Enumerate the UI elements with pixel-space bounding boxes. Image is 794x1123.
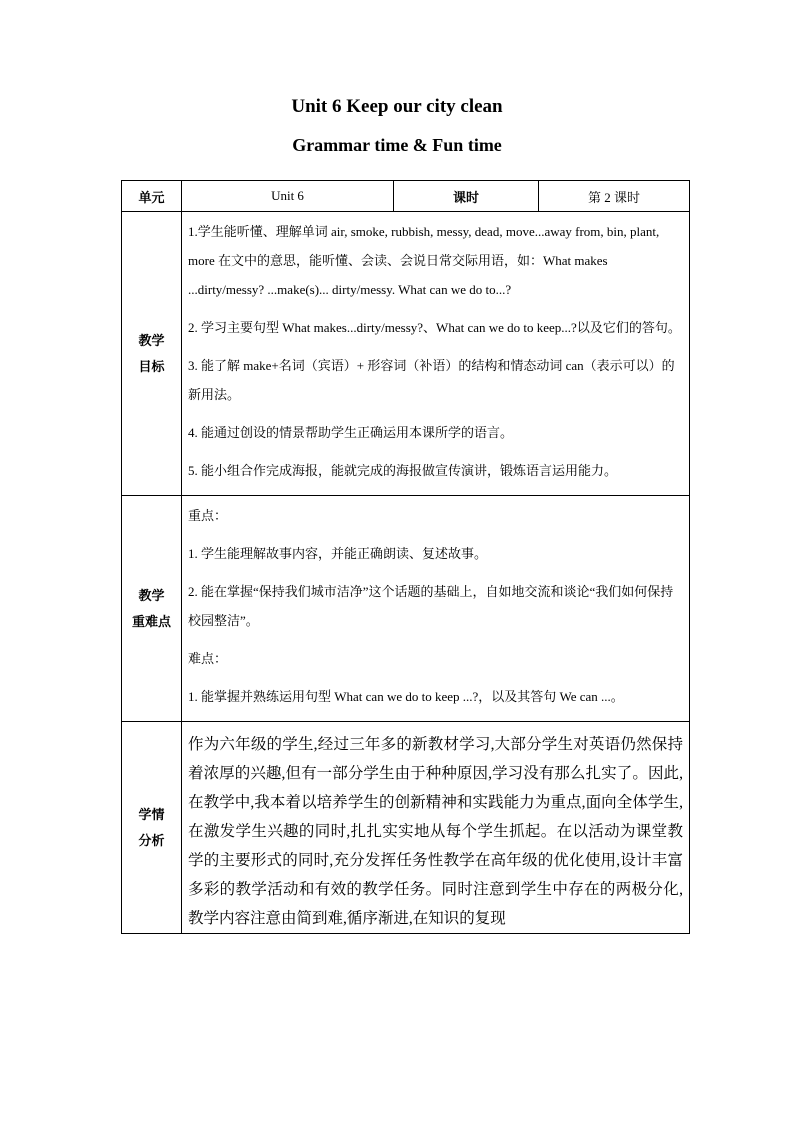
objectives-label (122, 212, 182, 496)
analysis-label-line1: 学情 (138, 806, 165, 822)
unit-label: 单元 (122, 181, 182, 212)
objectives-row (122, 212, 690, 496)
key-item: 1. 学生能理解故事内容，并能正确朗读、复述故事。 (188, 546, 488, 561)
unit-value: Unit 6 (182, 181, 394, 212)
objective-item: 3. 能了解 make+名词（宾语）+ 形容词（补语）的结构和情态动词 can（表示可以）的新用法。 (188, 358, 675, 402)
objectives-label-line1: 教学 (138, 332, 165, 348)
difficult-heading: 难点： (188, 651, 228, 666)
key-points-label-line1: 教学 (138, 587, 165, 603)
document-title: Unit 6 Keep our city clean (291, 96, 503, 117)
header-row (122, 181, 690, 212)
key-points-content (182, 496, 690, 722)
key-points-label (122, 496, 182, 722)
objective-item: 2. 学习主要句型 What makes...dirty/messy?、What can we do to keep...?以及它们的答句。 (188, 320, 681, 335)
lesson-value: 第 2 课时 (539, 181, 690, 212)
objective-item: 4. 能通过创设的情景帮助学生正确运用本课所学的语言。 (188, 425, 514, 440)
objective-item: 5. 能小组合作完成海报，能就完成的海报做宣传演讲，锻炼语言运用能力。 (188, 463, 618, 478)
key-points-row (122, 496, 690, 722)
key-points-label-line2: 重难点 (131, 613, 171, 629)
lesson-label: 课时 (394, 181, 539, 212)
key-heading: 重点： (188, 508, 228, 523)
analysis-row (122, 722, 690, 934)
lesson-plan-table (121, 180, 690, 934)
document-subtitle: Grammar time & Fun time (292, 135, 502, 155)
analysis-label (122, 722, 182, 934)
objectives-content (182, 212, 690, 496)
objectives-label-line2: 目标 (138, 358, 165, 374)
objective-item: 1.学生能听懂、理解单词 air, smoke, rubbish, messy, dead, move...away from, bin, plant, more 在文中的意思，能听懂、会读、会说日常交际用语，如：What makes ...dirty/messy? ...make(s)... dirty/messy. What can we do to...? (188, 224, 660, 297)
analysis-label-line2: 分析 (138, 832, 165, 848)
difficult-item: 1. 能掌握并熟练运用句型 What can we do to keep ...?，以及其答句 We can ...。 (188, 689, 624, 704)
key-item: 2. 能在掌握“保持我们城市洁净”这个话题的基础上，自如地交流和谈论“我们如何保持校园整洁”。 (188, 584, 674, 628)
analysis-content: 作为六年级的学生,经过三年多的新教材学习,大部分学生对英语仍然保持着浓厚的兴趣,但有一部分学生由于种种原因,学习没有那么扎实了。因此,在教学中,我本着以培养学生的创新精神和实践能力为重点,面向全体学生,在激发学生兴趣的同时,扎扎实实地从每个学生抓起。在以活动为课堂教学的主要形式的同时,充分发挥任务性教学在高年级的优化使用,设计丰富多彩的教学活动和有效的教学任务。同时注意到学生中存在的两极分化,教学内容注意由简到难,循序渐进,在知识的复现 (182, 722, 690, 934)
